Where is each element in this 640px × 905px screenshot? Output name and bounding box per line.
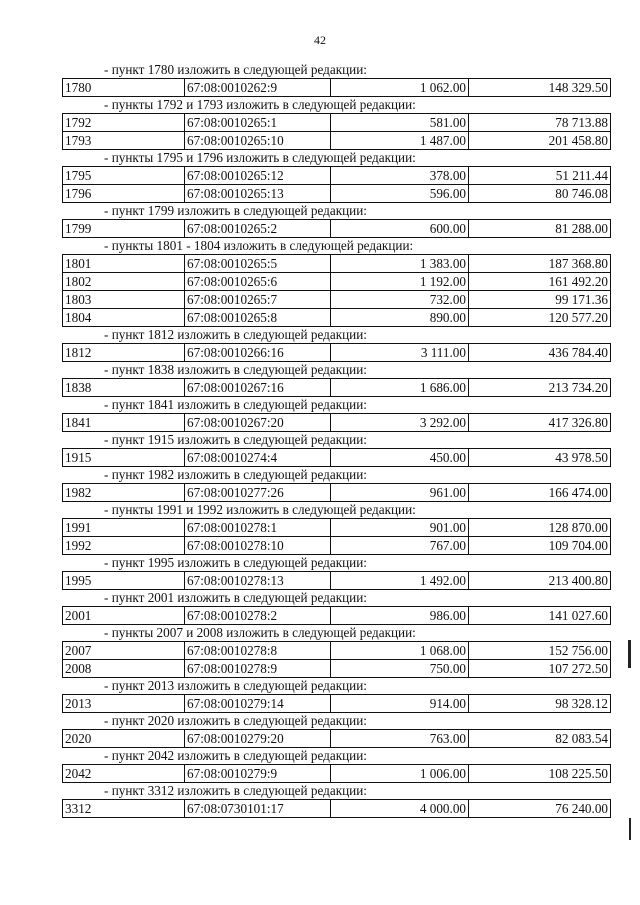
cadastral-number-cell: 67:08:0010279:20 xyxy=(185,730,331,748)
section-caption: - пункты 1792 и 1793 изложить в следующей редакции: xyxy=(104,97,416,112)
parcel-table xyxy=(62,641,611,678)
value-cell: 109 704.00 xyxy=(469,537,611,555)
value-cell: 81 288.00 xyxy=(469,220,611,238)
cadastral-number-cell: 67:08:0010265:10 xyxy=(185,132,331,150)
section-caption: - пункт 1799 изложить в следующей редакции: xyxy=(104,203,367,218)
area-cell: 1 487.00 xyxy=(331,132,469,150)
table-row xyxy=(63,79,611,97)
area-cell: 961.00 xyxy=(331,484,469,502)
parcel-table xyxy=(62,483,611,502)
parcel-table xyxy=(62,448,611,467)
parcel-table xyxy=(62,694,611,713)
table-row xyxy=(63,185,611,203)
value-cell: 436 784.40 xyxy=(469,344,611,362)
item-number-cell: 2008 xyxy=(63,660,185,678)
parcel-table xyxy=(62,799,611,818)
item-number-cell: 1796 xyxy=(63,185,185,203)
area-cell: 1 192.00 xyxy=(331,273,469,291)
area-cell: 596.00 xyxy=(331,185,469,203)
value-cell: 417 326.80 xyxy=(469,414,611,432)
area-cell: 1 062.00 xyxy=(331,79,469,97)
item-number-cell: 2042 xyxy=(63,765,185,783)
section-caption: - пункт 1838 изложить в следующей редакции: xyxy=(104,362,367,377)
parcel-table xyxy=(62,343,611,362)
area-cell: 732.00 xyxy=(331,291,469,309)
section-caption: - пункт 1995 изложить в следующей редакции: xyxy=(104,555,367,570)
table-row xyxy=(63,484,611,502)
cadastral-number-cell: 67:08:0010265:2 xyxy=(185,220,331,238)
section-caption: - пункты 1795 и 1796 изложить в следующей редакции: xyxy=(104,150,416,165)
value-cell: 201 458.80 xyxy=(469,132,611,150)
value-cell: 80 746.08 xyxy=(469,185,611,203)
parcel-table xyxy=(62,571,611,590)
value-cell: 166 474.00 xyxy=(469,484,611,502)
area-cell: 767.00 xyxy=(331,537,469,555)
item-number-cell: 1992 xyxy=(63,537,185,555)
value-cell: 187 368.80 xyxy=(469,255,611,273)
value-cell: 128 870.00 xyxy=(469,519,611,537)
cadastral-number-cell: 67:08:0010262:9 xyxy=(185,79,331,97)
cadastral-number-cell: 67:08:0010267:16 xyxy=(185,379,331,397)
section-caption: - пункт 1982 изложить в следующей редакции: xyxy=(104,467,367,482)
value-cell: 108 225.50 xyxy=(469,765,611,783)
parcel-table xyxy=(62,378,611,397)
table-row xyxy=(63,255,611,273)
cadastral-number-cell: 67:08:0010265:1 xyxy=(185,114,331,132)
section-caption: - пункты 1801 - 1804 изложить в следующей редакции: xyxy=(104,238,414,253)
table-row xyxy=(63,132,611,150)
value-cell: 82 083.54 xyxy=(469,730,611,748)
value-cell: 148 329.50 xyxy=(469,79,611,97)
table-row xyxy=(63,695,611,713)
cadastral-number-cell: 67:08:0010278:2 xyxy=(185,607,331,625)
area-cell: 3 111.00 xyxy=(331,344,469,362)
cadastral-number-cell: 67:08:0010265:6 xyxy=(185,273,331,291)
value-cell: 43 978.50 xyxy=(469,449,611,467)
section-caption: - пункты 2007 и 2008 изложить в следующей редакции: xyxy=(104,625,416,640)
area-cell: 914.00 xyxy=(331,695,469,713)
table-row xyxy=(63,730,611,748)
cadastral-number-cell: 67:08:0010265:8 xyxy=(185,309,331,327)
cadastral-number-cell: 67:08:0010265:13 xyxy=(185,185,331,203)
table-row xyxy=(63,765,611,783)
item-number-cell: 3312 xyxy=(63,800,185,818)
table-row xyxy=(63,449,611,467)
value-cell: 213 734.20 xyxy=(469,379,611,397)
area-cell: 1 686.00 xyxy=(331,379,469,397)
cadastral-number-cell: 67:08:0730101:17 xyxy=(185,800,331,818)
parcel-table xyxy=(62,518,611,555)
parcel-table xyxy=(62,413,611,432)
area-cell: 600.00 xyxy=(331,220,469,238)
item-number-cell: 1841 xyxy=(63,414,185,432)
area-cell: 890.00 xyxy=(331,309,469,327)
table-row xyxy=(63,537,611,555)
section-caption: - пункт 1780 изложить в следующей редакции: xyxy=(104,62,367,77)
area-cell: 450.00 xyxy=(331,449,469,467)
item-number-cell: 1838 xyxy=(63,379,185,397)
area-cell: 986.00 xyxy=(331,607,469,625)
section-caption: - пункт 2001 изложить в следующей редакции: xyxy=(104,590,367,605)
item-number-cell: 1982 xyxy=(63,484,185,502)
parcel-table xyxy=(62,78,611,97)
cadastral-number-cell: 67:08:0010265:5 xyxy=(185,255,331,273)
item-number-cell: 1793 xyxy=(63,132,185,150)
area-cell: 378.00 xyxy=(331,167,469,185)
area-cell: 3 292.00 xyxy=(331,414,469,432)
value-cell: 213 400.80 xyxy=(469,572,611,590)
table-row xyxy=(63,273,611,291)
section-caption: - пункт 2020 изложить в следующей редакции: xyxy=(104,713,367,728)
value-cell: 120 577.20 xyxy=(469,309,611,327)
cadastral-number-cell: 67:08:0010265:7 xyxy=(185,291,331,309)
cadastral-number-cell: 67:08:0010279:14 xyxy=(185,695,331,713)
cadastral-number-cell: 67:08:0010277:26 xyxy=(185,484,331,502)
table-row xyxy=(63,660,611,678)
cadastral-number-cell: 67:08:0010278:13 xyxy=(185,572,331,590)
item-number-cell: 1915 xyxy=(63,449,185,467)
area-cell: 4 000.00 xyxy=(331,800,469,818)
table-row xyxy=(63,167,611,185)
item-number-cell: 1780 xyxy=(63,79,185,97)
cadastral-number-cell: 67:08:0010278:1 xyxy=(185,519,331,537)
area-cell: 1 492.00 xyxy=(331,572,469,590)
table-row xyxy=(63,309,611,327)
page-number: 42 xyxy=(314,33,326,47)
section-caption: - пункты 1991 и 1992 изложить в следующей редакции: xyxy=(104,502,416,517)
value-cell: 78 713.88 xyxy=(469,114,611,132)
item-number-cell: 2001 xyxy=(63,607,185,625)
item-number-cell: 1795 xyxy=(63,167,185,185)
scan-edge-mark xyxy=(628,640,631,668)
parcel-table xyxy=(62,764,611,783)
area-cell: 750.00 xyxy=(331,660,469,678)
cadastral-number-cell: 67:08:0010279:9 xyxy=(185,765,331,783)
table-row xyxy=(63,414,611,432)
section-caption: - пункт 3312 изложить в следующей редакции: xyxy=(104,783,367,798)
item-number-cell: 2007 xyxy=(63,642,185,660)
table-row xyxy=(63,800,611,818)
table-row xyxy=(63,379,611,397)
area-cell: 1 006.00 xyxy=(331,765,469,783)
cadastral-number-cell: 67:08:0010278:8 xyxy=(185,642,331,660)
item-number-cell: 1802 xyxy=(63,273,185,291)
table-row xyxy=(63,344,611,362)
area-cell: 1 068.00 xyxy=(331,642,469,660)
value-cell: 161 492.20 xyxy=(469,273,611,291)
cadastral-number-cell: 67:08:0010265:12 xyxy=(185,167,331,185)
cadastral-number-cell: 67:08:0010278:9 xyxy=(185,660,331,678)
item-number-cell: 1812 xyxy=(63,344,185,362)
value-cell: 107 272.50 xyxy=(469,660,611,678)
cadastral-number-cell: 67:08:0010266:16 xyxy=(185,344,331,362)
area-cell: 581.00 xyxy=(331,114,469,132)
value-cell: 141 027.60 xyxy=(469,607,611,625)
item-number-cell: 1803 xyxy=(63,291,185,309)
table-row xyxy=(63,291,611,309)
cadastral-number-cell: 67:08:0010274:4 xyxy=(185,449,331,467)
area-cell: 763.00 xyxy=(331,730,469,748)
value-cell: 98 328.12 xyxy=(469,695,611,713)
section-caption: - пункт 2042 изложить в следующей редакции: xyxy=(104,748,367,763)
section-caption: - пункт 2013 изложить в следующей редакции: xyxy=(104,678,367,693)
item-number-cell: 1804 xyxy=(63,309,185,327)
item-number-cell: 1995 xyxy=(63,572,185,590)
section-caption: - пункт 1812 изложить в следующей редакции: xyxy=(104,327,367,342)
parcel-table xyxy=(62,254,611,327)
parcel-table xyxy=(62,219,611,238)
value-cell: 51 211.44 xyxy=(469,167,611,185)
item-number-cell: 1991 xyxy=(63,519,185,537)
scan-edge-mark xyxy=(629,818,631,840)
item-number-cell: 1792 xyxy=(63,114,185,132)
section-caption: - пункт 1841 изложить в следующей редакции: xyxy=(104,397,367,412)
table-row xyxy=(63,519,611,537)
section-caption: - пункт 1915 изложить в следующей редакции: xyxy=(104,432,367,447)
parcel-table xyxy=(62,166,611,203)
item-number-cell: 2013 xyxy=(63,695,185,713)
table-row xyxy=(63,114,611,132)
value-cell: 152 756.00 xyxy=(469,642,611,660)
table-row xyxy=(63,642,611,660)
parcel-table xyxy=(62,729,611,748)
item-number-cell: 1801 xyxy=(63,255,185,273)
table-row xyxy=(63,607,611,625)
cadastral-number-cell: 67:08:0010267:20 xyxy=(185,414,331,432)
value-cell: 76 240.00 xyxy=(469,800,611,818)
area-cell: 901.00 xyxy=(331,519,469,537)
cadastral-number-cell: 67:08:0010278:10 xyxy=(185,537,331,555)
amendments-list xyxy=(62,62,610,818)
item-number-cell: 1799 xyxy=(63,220,185,238)
table-row xyxy=(63,220,611,238)
area-cell: 1 383.00 xyxy=(331,255,469,273)
value-cell: 99 171.36 xyxy=(469,291,611,309)
item-number-cell: 2020 xyxy=(63,730,185,748)
table-row xyxy=(63,572,611,590)
parcel-table xyxy=(62,113,611,150)
parcel-table xyxy=(62,606,611,625)
